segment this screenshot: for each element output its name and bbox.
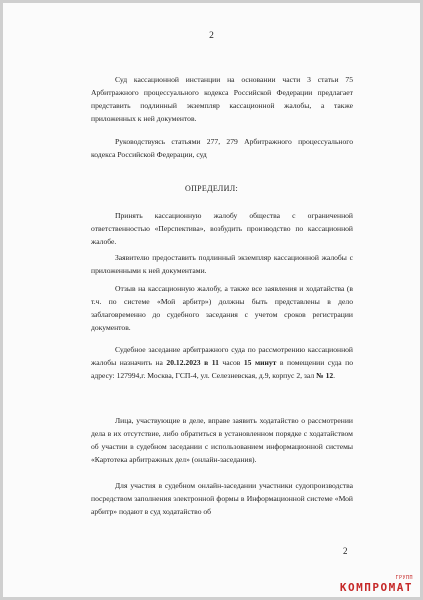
hearing-text-a: Судебное заседание арбитражного суда по рассмотрению кассационной жалобы назначить на [91,345,353,367]
hearing-minutes: 15 минут [243,358,277,367]
paragraph-hearing [91,343,353,382]
paragraph-response: Отзыв на кассационную жалобу, а также все заявления и ходатайства (в т.ч. по системе «Мой арбитр») должны быть представлены в дело заблаговременно до судебного заседания с учетом сроков регистрации документов. [91,284,353,332]
hearing-text-d: . [333,371,336,380]
watermark-main-text: КОМПРОМАТ [339,581,413,594]
paragraph-participants-rights: Лица, участвующие в деле, вправе заявить ходатайство о рассмотрении дела в их отсутствие, либо обратиться в установленном порядке с ходатайством об участии в судебном заседании с использованием информационной системы «Картотека арбитражных дел» (онлайн-заседания). [91,416,353,464]
paragraph-provide-original: Заявителю предоставить подлинный экземпляр кассационной жалобы с приложенными к ней документами. [91,253,353,275]
paragraph-cassation-offer: Суд кассационной инстанции на основании части 3 статьи 75 Арбитражного процессуального кодекса Российской Федерации предлагает представить подлинный экземпляр кассационной жалобы, а также приложенных к ней документов. [91,75,353,123]
document-page [3,3,420,597]
hearing-hall: № 12 [316,371,334,380]
hearing-text-c: в помещении суда по адресу: 127994,г. Москва, ГСП-4, ул. Селезневская, д.9, корпус 2, зал [91,358,353,380]
watermark-small-text: ГРУПП [395,575,413,581]
watermark-logo [339,575,413,594]
ruling-heading: ОПРЕДЕЛИЛ: [185,184,238,193]
page-number-bottom: 2 [343,546,348,556]
page-number-top: 2 [209,31,214,41]
hearing-text-b: часов [218,358,244,367]
hearing-date: 20.12.2023 в 11 [166,358,219,367]
paragraph-accept-complaint: Принять кассационную жалобу общества с ограниченной ответственностью «Перспектива», возбудить производство по кассационной жалобе. [91,211,353,246]
paragraph-online-session: Для участия в судебном онлайн-заседании участники судопроизводства посредством заполнения электронной формы в Информационной системе «Мой арбитр» подают в суд ходатайство об [91,481,353,516]
paragraph-guided-by: Руководствуясь статьями 277, 279 Арбитражного процессуального кодекса Российской Федерации, суд [91,137,353,159]
